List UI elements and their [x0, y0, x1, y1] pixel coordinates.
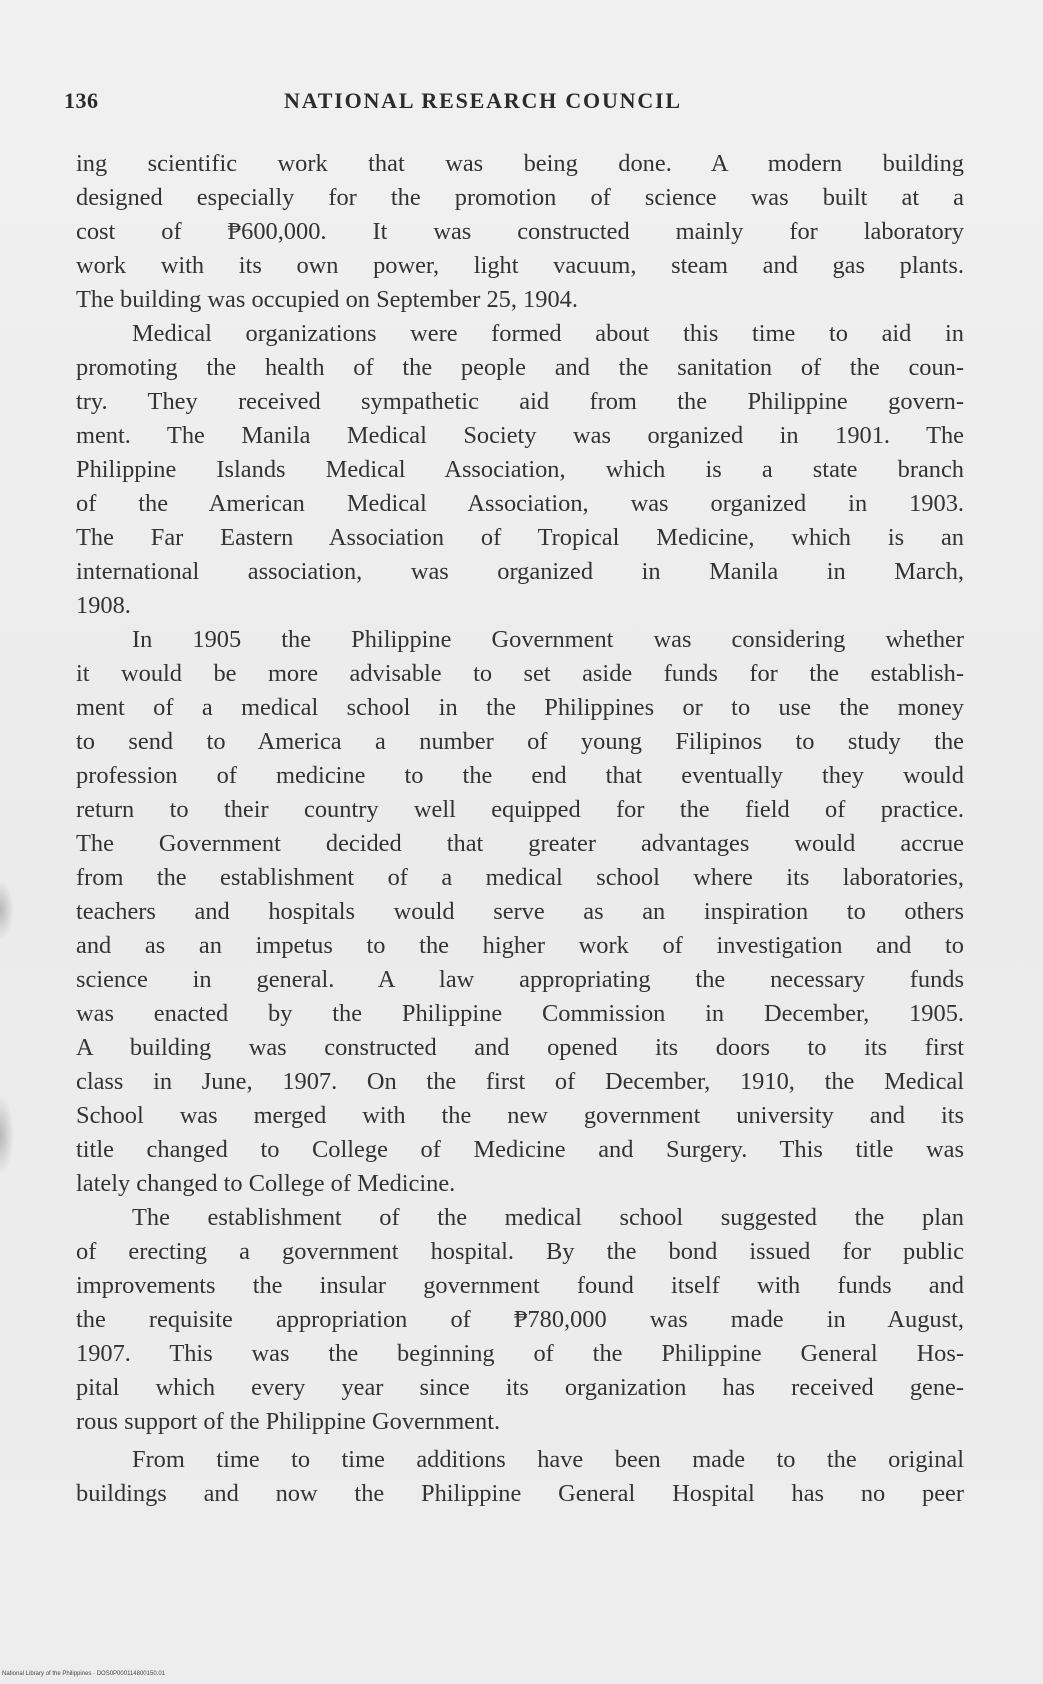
text-line: cost of ₱600,000. It was constructed mainly for laboratory [76, 218, 964, 245]
running-head: NATIONAL RESEARCH COUNCIL [284, 88, 682, 113]
text-line: ment of a medical school in the Philippines or to use the money [76, 694, 964, 721]
text-line: 1907. This was the beginning of the Philippine General Hos- [76, 1340, 964, 1367]
text-line: The Government decided that greater advantages would accrue [76, 830, 964, 857]
text-line: it would be more advisable to set aside funds for the establish- [76, 660, 964, 687]
text-line: Philippine Islands Medical Association, which is a state branch [76, 456, 964, 483]
text-line: rous support of the Philippine Government. [76, 1408, 501, 1435]
text-line: profession of medicine to the end that eventually they would [76, 762, 964, 789]
text-line: was enacted by the Philippine Commission in December, 1905. [76, 1000, 964, 1027]
text-line: science in general. A law appropriating the necessary funds [76, 966, 964, 993]
text-line: lately changed to College of Medicine. [76, 1170, 456, 1197]
text-line: pital which every year since its organization has received gene- [76, 1374, 964, 1401]
text-line: 1908. [76, 592, 131, 619]
text-line: promoting the health of the people and the sanitation of the coun- [76, 354, 964, 381]
text-line: class in June, 1907. On the first of December, 1910, the Medical [76, 1068, 964, 1095]
text-line: School was merged with the new government university and its [76, 1102, 964, 1129]
text-line: The Far Eastern Association of Tropical Medicine, which is an [76, 524, 964, 551]
text-line: designed especially for the promotion of science was built at a [76, 184, 964, 211]
text-line: From time to time additions have been made to the original [132, 1446, 964, 1473]
body-text [76, 147, 964, 1511]
text-line: of erecting a government hospital. By the bond issued for public [76, 1238, 964, 1265]
text-line: improvements the insular government found itself with funds and [76, 1272, 964, 1299]
text-line: try. They received sympathetic aid from the Philippine govern- [76, 388, 964, 415]
text-line: international association, was organized in Manila in March, [76, 558, 964, 585]
text-line: The building was occupied on September 25, 1904. [76, 286, 578, 313]
paragraph [76, 623, 964, 1201]
text-line: work with its own power, light vacuum, steam and gas plants. [76, 252, 964, 279]
scan-footer: National Library of the Philippines · DOS0P000114800150.01 [2, 1671, 165, 1677]
paragraph [76, 1201, 964, 1439]
paragraph [76, 147, 964, 317]
text-line: and as an impetus to the higher work of investigation and to [76, 932, 964, 959]
text-line: In 1905 the Philippine Government was considering whether [132, 626, 964, 653]
text-line: from the establishment of a medical school where its laboratories, [76, 864, 964, 891]
paragraph [76, 317, 964, 623]
text-line: title changed to College of Medicine and Surgery. This title was [76, 1136, 964, 1163]
text-line: A building was constructed and opened its doors to its first [76, 1034, 964, 1061]
text-line: the requisite appropriation of ₱780,000 was made in August, [76, 1306, 964, 1333]
text-line: Medical organizations were formed about this time to aid in [132, 320, 964, 347]
text-line: teachers and hospitals would serve as an inspiration to others [76, 898, 964, 925]
scan-edge-mark [0, 1095, 14, 1175]
scan-edge-mark [0, 880, 14, 940]
text-line: return to their country well equipped for the field of practice. [76, 796, 964, 823]
text-line: The establishment of the medical school suggested the plan [132, 1204, 964, 1231]
text-line: ing scientific work that was being done. A modern building [76, 150, 964, 177]
text-line: to send to America a number of young Filipinos to study the [76, 728, 964, 755]
paragraph [76, 1443, 964, 1511]
text-line: buildings and now the Philippine General Hospital has no peer [76, 1480, 964, 1507]
text-line: ment. The Manila Medical Society was organized in 1901. The [76, 422, 964, 449]
page-number: 136 [64, 88, 99, 113]
page-header [64, 88, 944, 122]
text-line: of the American Medical Association, was organized in 1903. [76, 490, 964, 517]
